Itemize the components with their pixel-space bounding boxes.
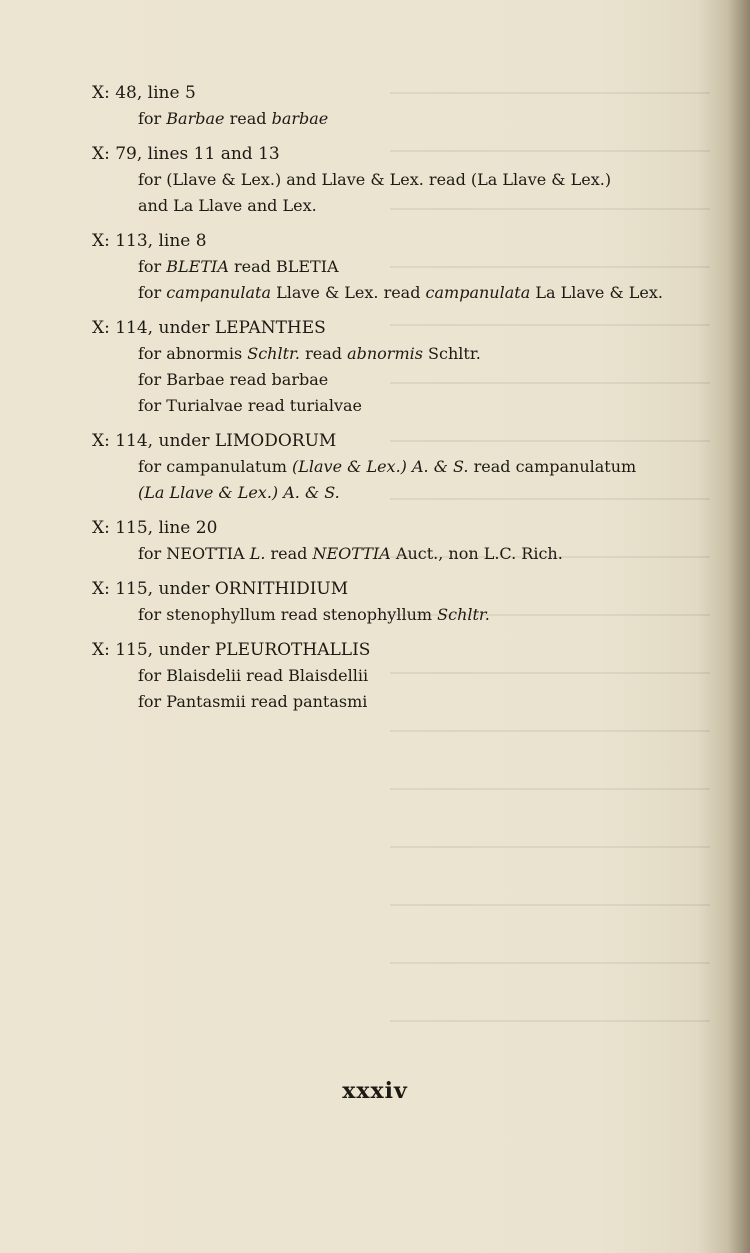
correction-line	[92, 106, 712, 132]
text: read	[224, 109, 272, 128]
errata-reference: X: 113, line 8	[92, 231, 207, 251]
correction-line	[92, 254, 712, 280]
errata-entry	[92, 80, 712, 132]
italic-text: BLETIA	[166, 257, 229, 276]
errata-entry	[92, 228, 712, 306]
text: for	[138, 257, 167, 276]
errata-list	[92, 80, 712, 724]
correction-line	[92, 480, 712, 506]
correction-line	[92, 193, 712, 219]
errata-reference: X: 79, lines 11 and 13	[92, 144, 280, 164]
correction-line	[92, 541, 712, 567]
text: for Blaisdelii read Blaisdellii	[138, 666, 369, 685]
italic-text: campanulata	[166, 283, 271, 302]
italic-text: campanulata	[425, 283, 531, 302]
errata-reference: X: 115, line 20	[92, 518, 218, 538]
italic-text: Schltr.	[247, 344, 300, 363]
italic-text: NEOTTIA	[312, 544, 391, 563]
text: and La Llave and Lex.	[138, 196, 317, 215]
text: Schltr.	[422, 344, 481, 363]
italic-text: Barbae	[166, 109, 225, 128]
text: for stenophyllum read stenophyllum	[138, 605, 438, 624]
italic-text: Schltr.	[437, 605, 490, 624]
correction-line	[92, 689, 712, 715]
errata-reference: X: 115, under PLEUROTHALLIS	[92, 640, 371, 660]
text: for	[138, 109, 167, 128]
text: for Pantasmii read pantasmi	[138, 692, 368, 711]
errata-entry	[92, 637, 712, 715]
correction-line	[92, 280, 712, 306]
text: read	[265, 544, 313, 563]
correction-line	[92, 602, 712, 628]
errata-entry	[92, 515, 712, 567]
text: read campanulatum	[468, 457, 637, 476]
italic-text: (La Llave & Lex.) A. & S.	[138, 483, 340, 502]
correction-line	[92, 167, 712, 193]
text: read BLETIA	[228, 257, 339, 276]
correction-line	[92, 454, 712, 480]
text: La Llave & Lex.	[530, 283, 663, 302]
errata-reference: X: 114, under LIMODORUM	[92, 431, 337, 451]
text: for NEOTTIA	[138, 544, 250, 563]
text: for (Llave & Lex.) and Llave & Lex. read (La Llave & Lex.)	[138, 170, 612, 189]
errata-entry	[92, 141, 712, 219]
text: for abnormis	[138, 344, 248, 363]
errata-entry	[92, 315, 712, 419]
text: for	[138, 283, 167, 302]
correction-line	[92, 663, 712, 689]
text: Auct., non L.C. Rich.	[390, 544, 563, 563]
text: read	[300, 344, 348, 363]
errata-reference: X: 48, line 5	[92, 83, 196, 103]
text: for Barbae read barbae	[138, 370, 329, 389]
italic-text: abnormis	[347, 344, 423, 363]
correction-line	[92, 341, 712, 367]
text: for campanulatum	[138, 457, 292, 476]
text: for Turialvae read turialvae	[138, 396, 363, 415]
errata-reference: X: 114, under LEPANTHES	[92, 318, 326, 338]
errata-reference: X: 115, under ORNITHIDIUM	[92, 579, 349, 599]
errata-entry	[92, 428, 712, 506]
errata-entry	[92, 576, 712, 628]
text: Llave & Lex. read	[270, 283, 426, 302]
correction-line	[92, 393, 712, 419]
correction-line	[92, 367, 712, 393]
italic-text: L.	[249, 544, 266, 563]
italic-text: (Llave & Lex.) A. & S.	[292, 457, 469, 476]
page-number: xxxiv	[342, 1078, 408, 1104]
italic-text: barbae	[271, 109, 329, 128]
